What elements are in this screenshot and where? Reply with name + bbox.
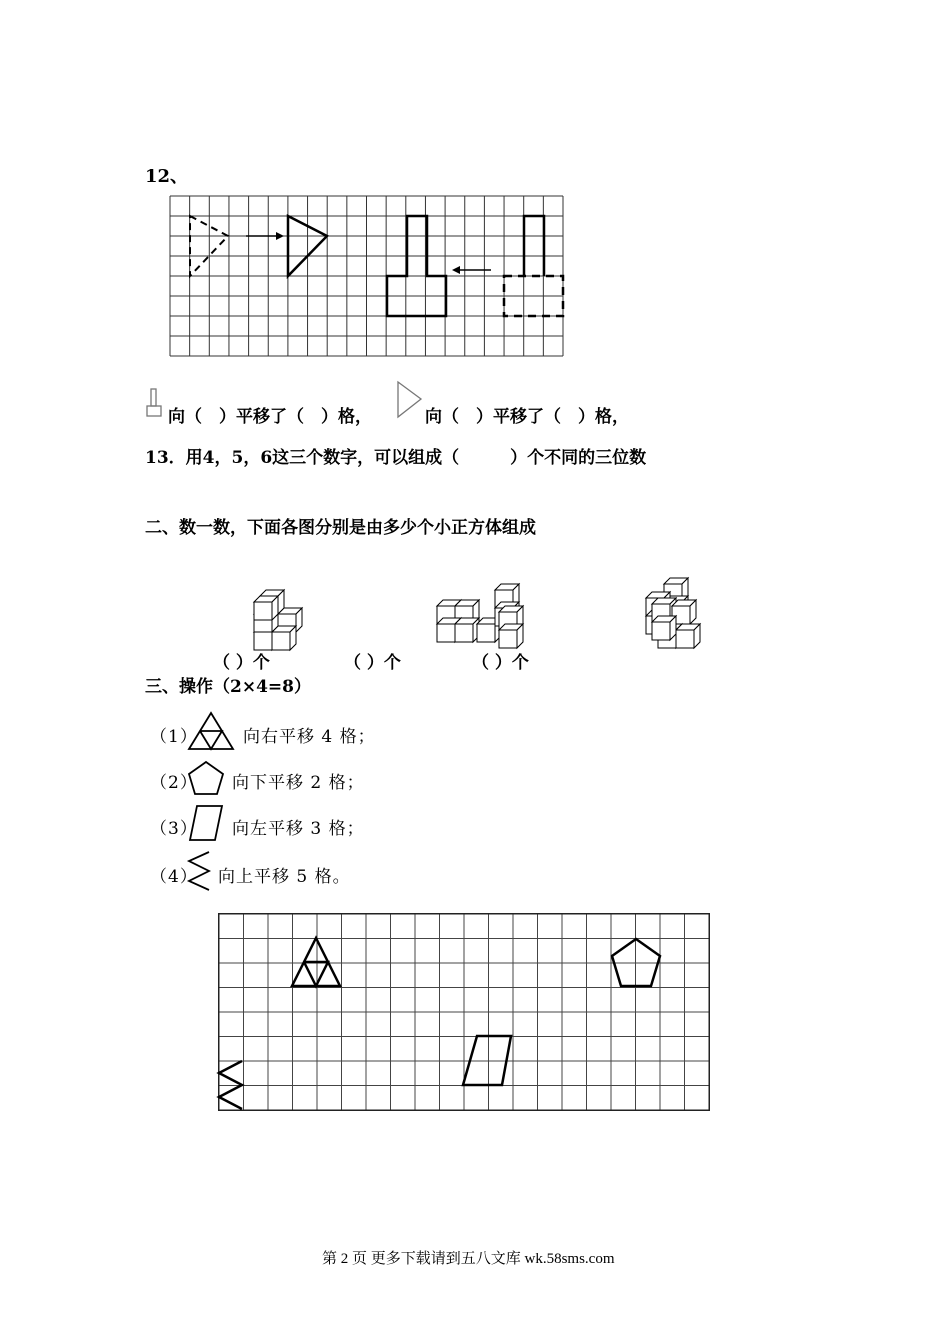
small-t-shape-icon [145, 388, 165, 418]
page-footer: 第 2 页 更多下载请到五八文库 wk.58sms.com [322, 1251, 615, 1267]
operation-4-text: 向上平移 5 格。 [218, 867, 351, 887]
cube-stack-1 [246, 584, 308, 654]
operation-2-text: 向下平移 2 格； [232, 773, 365, 793]
cube-answer-1: （ ）个 [213, 653, 270, 673]
operation-3-number: （3） [150, 819, 198, 839]
q12-answer-part2: 向（ ）平移了（ ）格， [425, 407, 629, 427]
operation-1-number: （1） [150, 727, 198, 747]
arrow-left-icon [452, 266, 460, 274]
operation-4-number: （4） [150, 867, 198, 887]
section-3-title: 三、操作（2×4=8） [145, 677, 311, 697]
section-2-title: 二、数一数，下面各图分别是由多少个小正方体组成 [145, 518, 536, 538]
triforce-triangle-icon [187, 711, 235, 751]
grid-triforce-triangle [292, 938, 340, 986]
dashed-t-shape [524, 216, 544, 276]
operation-2-number: （2） [150, 773, 198, 793]
solid-t-shape [387, 216, 446, 316]
pentagon-icon [187, 760, 225, 796]
translation-grid-12 [170, 196, 565, 360]
question-12-label: 12、 [145, 166, 189, 187]
cube-stack-3 [642, 574, 706, 654]
operation-3-text: 向左平移 3 格； [232, 819, 365, 839]
q12-answer-part1: 向（ ）平移了（ ）格， [168, 407, 372, 427]
operation-1-text: 向右平移 4 格； [243, 727, 376, 747]
cube-answer-2: （ ）个 [344, 653, 401, 673]
parallelogram-icon [187, 804, 225, 842]
question-13-text: 13．用4，5，6这三个数字，可以组成（ ）个不同的三位数 [145, 448, 647, 468]
arrow-right-icon [276, 232, 284, 240]
small-triangle-icon [396, 380, 424, 420]
cube-answer-3: （ ）个 [472, 653, 529, 673]
double-triangle-icon [187, 850, 213, 892]
operation-grid [218, 913, 710, 1111]
cube-stack-2 [433, 578, 533, 648]
